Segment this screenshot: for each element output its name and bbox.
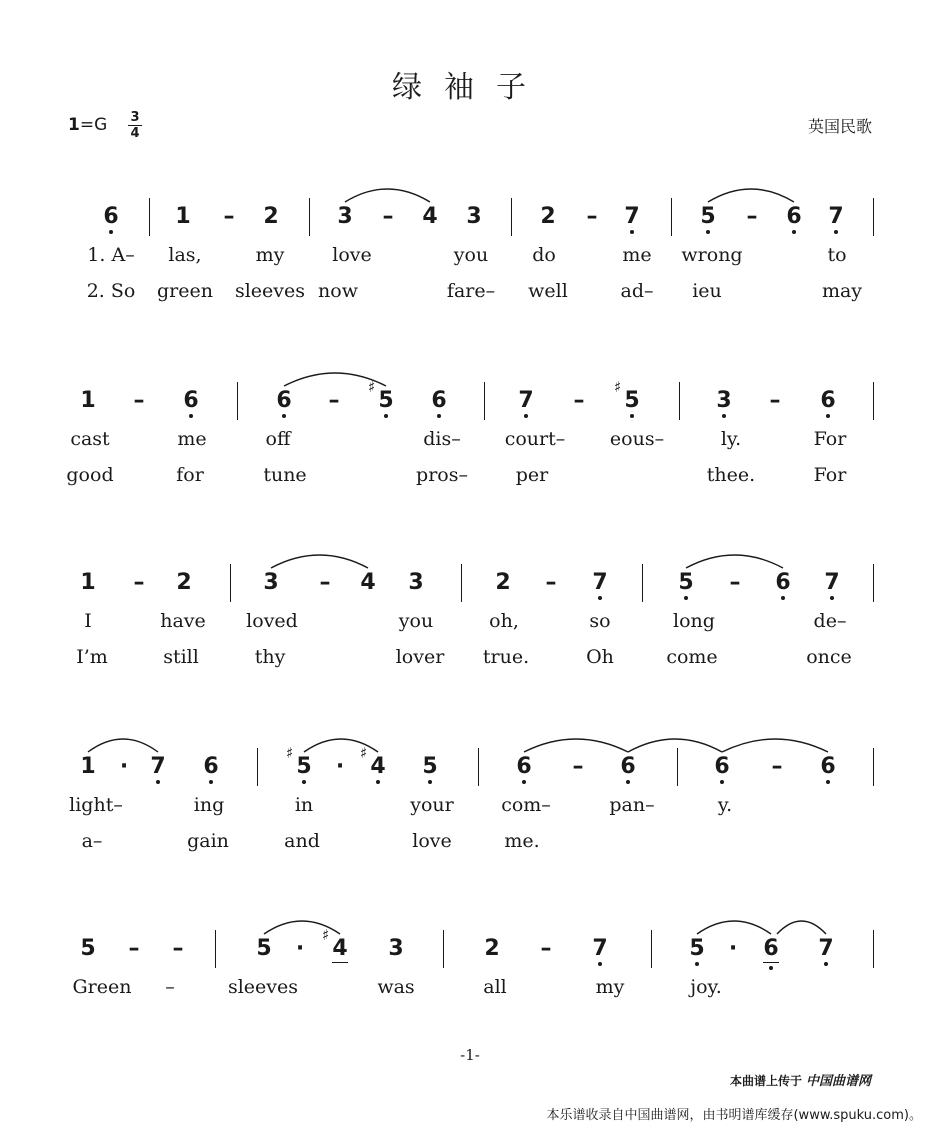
lyric-verse-2: For bbox=[813, 464, 847, 486]
low-octave-dot bbox=[302, 780, 306, 784]
lyric-verse-1: I bbox=[84, 610, 92, 632]
note-digit: 6 bbox=[516, 754, 532, 779]
lyric-verse-1: court– bbox=[504, 428, 566, 450]
note bbox=[259, 204, 283, 230]
note-digit: – bbox=[540, 936, 552, 961]
lyric-verse-1: to bbox=[827, 244, 847, 266]
slur bbox=[777, 921, 826, 934]
slur bbox=[345, 189, 430, 202]
lyric-verse-1: have bbox=[160, 610, 206, 632]
note-digit: 3 bbox=[466, 204, 482, 229]
note-digit: 1 bbox=[80, 570, 96, 595]
bar-line bbox=[671, 198, 672, 236]
note-digit: 5 bbox=[678, 570, 694, 595]
note bbox=[252, 936, 276, 962]
note bbox=[816, 754, 840, 780]
note bbox=[816, 388, 840, 414]
hold-dash bbox=[534, 936, 558, 962]
note-digit: – bbox=[172, 936, 184, 961]
note-digit: 4 bbox=[332, 936, 348, 961]
note-digit: · bbox=[295, 936, 305, 961]
lyric-verse-2: love bbox=[412, 830, 452, 852]
lyric-verse-1: sleeves bbox=[227, 976, 299, 998]
bar-line bbox=[642, 564, 643, 602]
bar-line bbox=[679, 382, 680, 420]
sharp-icon: ♯ bbox=[322, 926, 330, 944]
low-octave-dot bbox=[437, 414, 441, 418]
lyric-verse-2: lover bbox=[395, 646, 445, 668]
hold-dash bbox=[723, 570, 747, 596]
hold-dash bbox=[127, 570, 151, 596]
low-octave-dot bbox=[706, 230, 710, 234]
note-digit: 3 bbox=[263, 570, 279, 595]
lyric-verse-1: – bbox=[165, 976, 175, 998]
note bbox=[514, 388, 538, 414]
note bbox=[824, 204, 848, 230]
note-digit: – bbox=[319, 570, 331, 595]
low-octave-dot bbox=[384, 414, 388, 418]
hold-dash bbox=[765, 754, 789, 780]
lyric-verse-1: was bbox=[377, 976, 415, 998]
hold-dash bbox=[217, 204, 241, 230]
note bbox=[427, 388, 451, 414]
note-digit: 2 bbox=[176, 570, 192, 595]
low-octave-dot bbox=[598, 962, 602, 966]
note-digit: 6 bbox=[775, 570, 791, 595]
low-octave-dot bbox=[156, 780, 160, 784]
slur bbox=[628, 739, 722, 752]
note bbox=[418, 754, 442, 780]
note-digit: – bbox=[586, 204, 598, 229]
lyric-verse-2: now bbox=[318, 280, 358, 302]
slur bbox=[697, 921, 771, 934]
note bbox=[322, 926, 352, 962]
note-digit: – bbox=[545, 570, 557, 595]
low-octave-dot bbox=[781, 596, 785, 600]
lyric-verse-1: long bbox=[673, 610, 715, 632]
site-logo: 中国曲谱网 bbox=[806, 1074, 872, 1089]
note-digit: 2 bbox=[495, 570, 511, 595]
lyric-verse-1: eous– bbox=[609, 428, 665, 450]
note bbox=[512, 754, 536, 780]
note-digit: – bbox=[382, 204, 394, 229]
lyric-verse-1: do bbox=[532, 244, 556, 266]
lyric-verse-1: ly. bbox=[720, 428, 742, 450]
note-digit: – bbox=[133, 388, 145, 413]
note-digit: 7 bbox=[518, 388, 534, 413]
lyric-verse-2: a– bbox=[81, 830, 103, 852]
note bbox=[356, 570, 380, 596]
lyric-verse-1: my bbox=[595, 976, 625, 998]
lyric-verse-1: oh, bbox=[489, 610, 519, 632]
lyric-verse-1: Green bbox=[72, 976, 132, 998]
note-digit: 6 bbox=[620, 754, 636, 779]
lyric-verse-2: fare– bbox=[446, 280, 496, 302]
note-digit: 7 bbox=[828, 204, 844, 229]
note bbox=[333, 204, 357, 230]
note bbox=[286, 744, 316, 780]
low-octave-dot bbox=[824, 962, 828, 966]
note bbox=[685, 936, 709, 962]
low-octave-dot bbox=[376, 780, 380, 784]
note bbox=[696, 204, 720, 230]
note-digit: · bbox=[335, 754, 345, 779]
note-digit: 5 bbox=[422, 754, 438, 779]
note bbox=[620, 204, 644, 230]
low-octave-dot bbox=[282, 414, 286, 418]
slur bbox=[708, 189, 794, 202]
note bbox=[418, 204, 442, 230]
lyric-verse-1: joy. bbox=[690, 976, 722, 998]
sharp-icon: ♯ bbox=[368, 378, 376, 396]
lyric-verse-1: de– bbox=[813, 610, 847, 632]
lyric-verse-1: 1. A– bbox=[87, 244, 135, 266]
hold-dash bbox=[566, 754, 590, 780]
lyric-verse-1: For bbox=[813, 428, 847, 450]
note-digit: 1 bbox=[175, 204, 191, 229]
note bbox=[368, 378, 398, 414]
note-digit: 5 bbox=[624, 388, 640, 413]
note-digit: 2 bbox=[484, 936, 500, 961]
low-octave-dot bbox=[428, 780, 432, 784]
note-digit: – bbox=[223, 204, 235, 229]
lyric-verse-2: me. bbox=[504, 830, 540, 852]
lyric-verse-1: me bbox=[177, 428, 207, 450]
lyric-verse-1: las, bbox=[168, 244, 202, 266]
note-digit: 6 bbox=[276, 388, 292, 413]
note bbox=[179, 388, 203, 414]
hold-dash bbox=[539, 570, 563, 596]
low-octave-dot bbox=[522, 780, 526, 784]
bar-line bbox=[215, 930, 216, 968]
low-octave-dot bbox=[684, 596, 688, 600]
bar-line bbox=[873, 930, 874, 968]
page-title: 绿袖子 bbox=[392, 70, 548, 105]
note bbox=[820, 570, 844, 596]
note bbox=[404, 570, 428, 596]
bar-line bbox=[478, 748, 479, 786]
lyric-verse-2: gain bbox=[187, 830, 229, 852]
note-digit: 2 bbox=[263, 204, 279, 229]
bar-line bbox=[230, 564, 231, 602]
lyric-verse-2: come bbox=[666, 646, 718, 668]
note-digit: 7 bbox=[592, 936, 608, 961]
score-system bbox=[0, 918, 940, 1048]
note-digit: – bbox=[573, 388, 585, 413]
note bbox=[76, 388, 100, 414]
lyric-verse-2: true. bbox=[482, 646, 530, 668]
lyric-verse-2: pros– bbox=[416, 464, 468, 486]
note bbox=[536, 204, 560, 230]
note bbox=[462, 204, 486, 230]
lyric-verse-1: dis– bbox=[423, 428, 461, 450]
footer-source: 本乐谱收录自中国曲谱网，由书明谱库缓存(www.spuku.com)。 bbox=[546, 1108, 922, 1123]
lyric-verse-1: so bbox=[589, 610, 611, 632]
note-digit: 1 bbox=[80, 388, 96, 413]
low-octave-dot bbox=[720, 780, 724, 784]
note-digit: 5 bbox=[700, 204, 716, 229]
lyric-verse-2: for bbox=[176, 464, 204, 486]
note-digit: 6 bbox=[183, 388, 199, 413]
note-digit: – bbox=[771, 754, 783, 779]
hold-dash bbox=[763, 388, 787, 414]
low-octave-dot bbox=[209, 780, 213, 784]
bar-line bbox=[873, 748, 874, 786]
note-digit: 4 bbox=[370, 754, 386, 779]
note-digit: 3 bbox=[337, 204, 353, 229]
score-system bbox=[0, 370, 940, 500]
note bbox=[259, 570, 283, 596]
sharp-icon: ♯ bbox=[614, 378, 622, 396]
lyric-verse-1: light– bbox=[69, 794, 123, 816]
bar-line bbox=[651, 930, 652, 968]
low-octave-dot bbox=[792, 230, 796, 234]
lyric-verse-1: cast bbox=[70, 428, 110, 450]
note bbox=[199, 754, 223, 780]
lyric-verse-2: I’m bbox=[76, 646, 108, 668]
lyric-verse-1: all bbox=[483, 976, 507, 998]
note bbox=[710, 754, 734, 780]
note-digit: 5 bbox=[256, 936, 272, 961]
lyric-verse-2: per bbox=[515, 464, 549, 486]
note-digit: 6 bbox=[786, 204, 802, 229]
note bbox=[814, 936, 838, 962]
hold-dash bbox=[740, 204, 764, 230]
lyric-verse-1: pan– bbox=[609, 794, 655, 816]
augmentation-dot bbox=[328, 754, 352, 780]
bar-line bbox=[677, 748, 678, 786]
low-octave-dot bbox=[769, 966, 773, 970]
note bbox=[76, 570, 100, 596]
note bbox=[172, 570, 196, 596]
note-digit: 1 bbox=[80, 754, 96, 779]
note bbox=[384, 936, 408, 962]
note bbox=[272, 388, 296, 414]
note-digit: – bbox=[133, 570, 145, 595]
note-digit: · bbox=[728, 936, 738, 961]
lyric-verse-1: in bbox=[294, 794, 314, 816]
lyric-verse-2: good bbox=[66, 464, 114, 486]
page-number: -1- bbox=[460, 1046, 480, 1064]
lyric-verse-2: ad– bbox=[620, 280, 654, 302]
low-octave-dot bbox=[695, 962, 699, 966]
note-digit: 6 bbox=[431, 388, 447, 413]
lyric-verse-2: well bbox=[528, 280, 568, 302]
low-octave-dot bbox=[189, 414, 193, 418]
note bbox=[588, 936, 612, 962]
note bbox=[616, 754, 640, 780]
note bbox=[759, 936, 783, 962]
lyric-verse-1: y. bbox=[717, 794, 733, 816]
lyric-verse-2: ieu bbox=[692, 280, 722, 302]
lyric-verse-1: my bbox=[255, 244, 285, 266]
lyric-verse-1: loved bbox=[246, 610, 298, 632]
note-digit: 7 bbox=[150, 754, 166, 779]
score-system bbox=[0, 736, 940, 866]
uploader-credit: 本曲谱上传于 中国曲谱网 bbox=[730, 1070, 871, 1089]
note bbox=[491, 570, 515, 596]
lyric-verse-1: wrong bbox=[681, 244, 743, 266]
note-digit: 3 bbox=[388, 936, 404, 961]
low-octave-dot bbox=[626, 780, 630, 784]
hold-dash bbox=[567, 388, 591, 414]
note-digit: 5 bbox=[378, 388, 394, 413]
low-octave-dot bbox=[524, 414, 528, 418]
bar-line bbox=[461, 564, 462, 602]
hold-dash bbox=[322, 388, 346, 414]
slur bbox=[271, 555, 368, 568]
low-octave-dot bbox=[826, 780, 830, 784]
note-digit: – bbox=[128, 936, 140, 961]
augmentation-dot bbox=[288, 936, 312, 962]
low-octave-dot bbox=[826, 414, 830, 418]
score-system bbox=[0, 186, 940, 316]
note bbox=[76, 936, 100, 962]
lyric-verse-1: ing bbox=[193, 794, 225, 816]
bar-line bbox=[511, 198, 512, 236]
lyric-verse-1: off bbox=[265, 428, 291, 450]
lyric-verse-2: thee. bbox=[706, 464, 756, 486]
note-digit: 7 bbox=[824, 570, 840, 595]
note-digit: – bbox=[729, 570, 741, 595]
note-digit: 4 bbox=[360, 570, 376, 595]
composer-credit: 英国民歌 bbox=[807, 117, 872, 136]
low-octave-dot bbox=[630, 230, 634, 234]
bar-line bbox=[257, 748, 258, 786]
note bbox=[614, 378, 644, 414]
lyric-verse-1: your bbox=[410, 794, 454, 816]
lyric-verse-1: you bbox=[398, 610, 434, 632]
lyric-verse-2: and bbox=[284, 830, 320, 852]
bar-line bbox=[873, 564, 874, 602]
augmentation-dot bbox=[721, 936, 745, 962]
note bbox=[360, 744, 390, 780]
note bbox=[99, 204, 123, 230]
note-digit: 6 bbox=[714, 754, 730, 779]
bar-line bbox=[237, 382, 238, 420]
lyric-verse-2: green bbox=[157, 280, 213, 302]
note-digit: 3 bbox=[408, 570, 424, 595]
note bbox=[771, 570, 795, 596]
note-digit: 7 bbox=[818, 936, 834, 961]
note bbox=[674, 570, 698, 596]
lyric-verse-1: love bbox=[332, 244, 372, 266]
bar-line bbox=[443, 930, 444, 968]
note-digit: 6 bbox=[203, 754, 219, 779]
slur bbox=[686, 555, 783, 568]
lyric-verse-1: me bbox=[622, 244, 652, 266]
bar-line bbox=[873, 198, 874, 236]
note bbox=[480, 936, 504, 962]
note-digit: – bbox=[746, 204, 758, 229]
lyric-verse-2: may bbox=[821, 280, 863, 302]
note-digit: – bbox=[572, 754, 584, 779]
lyric-verse-1: com– bbox=[501, 794, 551, 816]
note bbox=[146, 754, 170, 780]
key-signature: 1=G bbox=[68, 115, 108, 135]
slur bbox=[88, 739, 158, 752]
hold-dash bbox=[122, 936, 146, 962]
note bbox=[588, 570, 612, 596]
lyric-verse-2: still bbox=[163, 646, 199, 668]
augmentation-dot bbox=[112, 754, 136, 780]
note-digit: – bbox=[328, 388, 340, 413]
hold-dash bbox=[166, 936, 190, 962]
note-digit: 7 bbox=[624, 204, 640, 229]
note-digit: 5 bbox=[689, 936, 705, 961]
note-digit: 5 bbox=[80, 936, 96, 961]
time-signature: 3 4 bbox=[128, 110, 142, 141]
eighth-underline bbox=[763, 962, 779, 963]
lyric-verse-2: once bbox=[806, 646, 852, 668]
score-system bbox=[0, 552, 940, 682]
note-digit: 2 bbox=[540, 204, 556, 229]
lyric-verse-1: you bbox=[453, 244, 489, 266]
sharp-icon: ♯ bbox=[360, 744, 368, 762]
hold-dash bbox=[127, 388, 151, 414]
note-digit: 4 bbox=[422, 204, 438, 229]
note bbox=[782, 204, 806, 230]
bar-line bbox=[149, 198, 150, 236]
bar-line bbox=[873, 382, 874, 420]
lyric-verse-2: tune bbox=[263, 464, 307, 486]
note-digit: – bbox=[769, 388, 781, 413]
note-digit: 3 bbox=[716, 388, 732, 413]
hold-dash bbox=[313, 570, 337, 596]
lyric-verse-2: 2. So bbox=[86, 280, 136, 302]
note-digit: 7 bbox=[592, 570, 608, 595]
lyric-verse-2: Oh bbox=[586, 646, 614, 668]
slur bbox=[722, 739, 828, 752]
lyric-verse-2: thy bbox=[254, 646, 286, 668]
hold-dash bbox=[376, 204, 400, 230]
note-digit: 6 bbox=[763, 936, 779, 961]
note-digit: 6 bbox=[820, 754, 836, 779]
bar-line bbox=[484, 382, 485, 420]
low-octave-dot bbox=[630, 414, 634, 418]
low-octave-dot bbox=[834, 230, 838, 234]
low-octave-dot bbox=[109, 230, 113, 234]
note-digit: 6 bbox=[820, 388, 836, 413]
low-octave-dot bbox=[722, 414, 726, 418]
low-octave-dot bbox=[598, 596, 602, 600]
low-octave-dot bbox=[830, 596, 834, 600]
note bbox=[171, 204, 195, 230]
note bbox=[712, 388, 736, 414]
lyric-verse-2: sleeves bbox=[234, 280, 306, 302]
eighth-underline bbox=[332, 962, 348, 963]
slur bbox=[524, 739, 628, 752]
note bbox=[76, 754, 100, 780]
note-digit: 5 bbox=[296, 754, 312, 779]
hold-dash bbox=[580, 204, 604, 230]
note-digit: 6 bbox=[103, 204, 119, 229]
note-digit: · bbox=[119, 754, 129, 779]
slur-layer bbox=[0, 730, 940, 770]
sharp-icon: ♯ bbox=[286, 744, 294, 762]
bar-line bbox=[309, 198, 310, 236]
